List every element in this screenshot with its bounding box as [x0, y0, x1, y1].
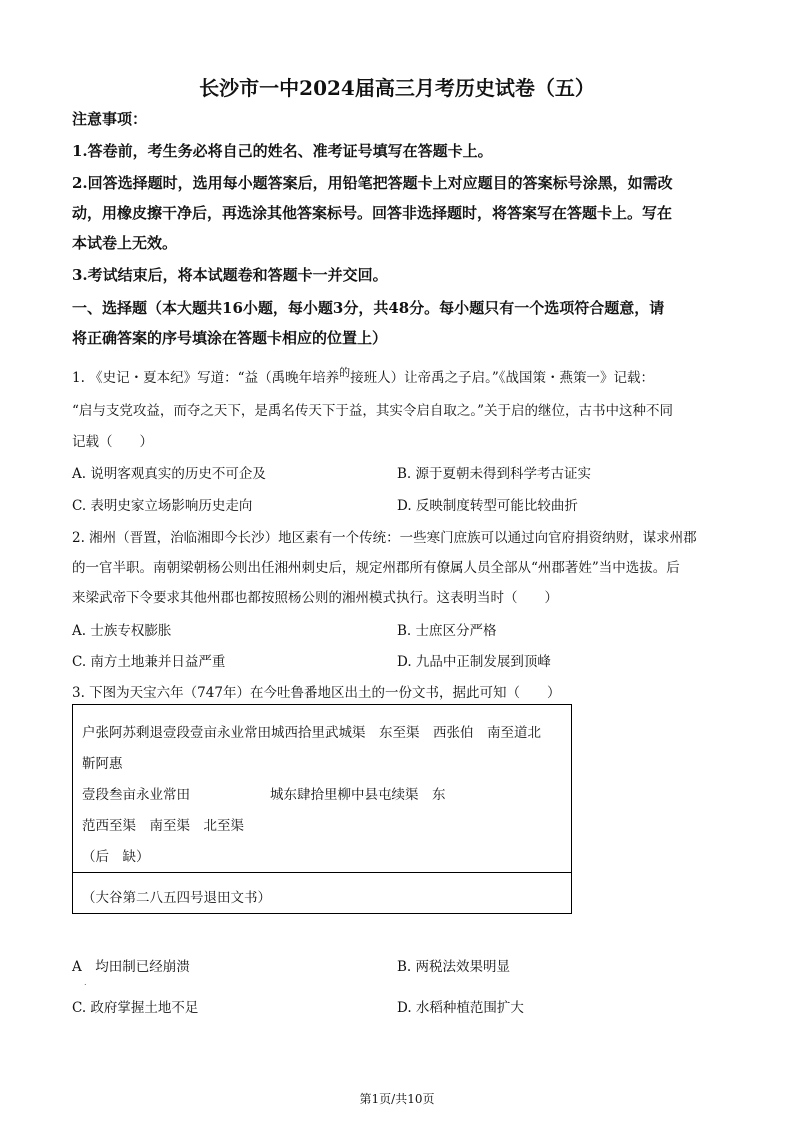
document-caption: （大谷第二八五四号退田文书）: [82, 890, 271, 906]
question-1-text-b: 接班人）让帝禹之子启。”《战国策・燕策一》记载：: [350, 370, 654, 386]
document-line-3b: 城东肆拾里柳中县屯续渠 东: [270, 787, 446, 803]
document-divider: [73, 872, 571, 873]
question-1-text-a: 1. 《史记・夏本纪》写道：“益（禹晚年培养: [72, 370, 340, 386]
question-2-option-b: B. 士庶区分严格: [397, 623, 497, 639]
notice-item-1: 1.答卷前，考生务必将自己的姓名、准考证号填写在答题卡上。: [72, 142, 493, 160]
question-2-line-2: 的一官半职。南朝梁朝杨公则出任湘州刺史后，规定州郡所有僚属人员全部从“州郡著姓”当中选拔。后: [72, 560, 680, 576]
document-line-3a: 壹段叁亩永业常田: [82, 787, 190, 803]
question-1-line-3: 记载（ ）: [72, 434, 153, 450]
question-2-line-1: 2. 湘州（晋置，治临湘即今长沙）地区素有一个传统：一些寒门庶族可以通过向官府捐资纳财，谋求州郡: [72, 530, 697, 546]
question-1-superscript: 的: [339, 366, 351, 379]
question-1-option-d: D. 反映制度转型可能比较曲折: [397, 498, 578, 514]
question-2-line-3: 来梁武帝下令要求其他州郡也都按照杨公则的湘州模式执行。这表明当时（ ）: [72, 590, 558, 606]
section-heading-line-1: 一、选择题（本大题共16小题，每小题3分，共48分。每小题只有一个选项符合题意，请: [72, 299, 665, 317]
question-2-option-d: D. 九品中正制发展到顶峰: [397, 654, 551, 670]
document-box: [72, 704, 572, 914]
question-1-option-a: A. 说明客观真实的历史不可企及: [72, 466, 266, 482]
question-2-option-a: A. 士族专权膨胀: [72, 623, 172, 639]
question-1-line-1: [72, 366, 654, 386]
notice-item-2-line-2: 动，用橡皮擦干净后，再选涂其他答案标号。回答非选择题时，将答案写在答题卡上。写在: [72, 204, 673, 222]
question-1-option-c: C. 表明史家立场影响历史走向: [72, 498, 253, 514]
notice-item-2-line-1: 2.回答选择题时，选用每小题答案后，用铅笔把答题卡上对应题目的答案标号涂黑，如需改: [72, 174, 673, 192]
document-line-2: 靳阿惠: [82, 756, 123, 772]
question-2-option-c: C. 南方土地兼并日益严重: [72, 654, 226, 670]
question-1-option-b: B. 源于夏朝未得到科学考古证实: [397, 466, 592, 482]
question-3-option-a: A 均田制已经崩溃: [72, 959, 190, 975]
question-3-option-d: D. 水稻种植范围扩大: [397, 1000, 524, 1016]
section-heading-line-2: 将正确答案的序号填涂在答题卡相应的位置上）: [72, 329, 388, 347]
document-line-1: 户张阿苏剩退壹段壹亩永业常田城西拾里武城渠 东至渠 西张伯 南至道北: [82, 725, 541, 741]
document-line-4: 范西至渠 南至渠 北至渠: [82, 818, 244, 834]
question-1-line-2: “启与支党攻益，而夺之天下，是禹名传天下于益，其实令启自取之。”关于启的继位，古书中这种不同: [72, 403, 674, 419]
notice-item-3: 3.考试结束后，将本试题卷和答题卡一并交回。: [72, 266, 388, 284]
question-3-option-b: B. 两税法效果明显: [397, 959, 511, 975]
notice-heading: 注意事项：: [72, 110, 148, 128]
stray-dot: .: [84, 978, 87, 987]
document-line-5: （后 缺）: [82, 849, 150, 865]
notice-item-2-line-3: 本试卷上无效。: [72, 234, 178, 252]
question-3-line-1: 3. 下图为天宝六年（747年）在今吐鲁番地区出土的一份文书，据此可知（ ）: [72, 685, 561, 701]
page-title: 长沙市一中2024届高三月考历史试卷（五）: [199, 76, 595, 100]
page-footer: 第1页/共10页: [359, 1092, 435, 1106]
question-3-option-c: C. 政府掌握土地不足: [72, 1000, 199, 1016]
